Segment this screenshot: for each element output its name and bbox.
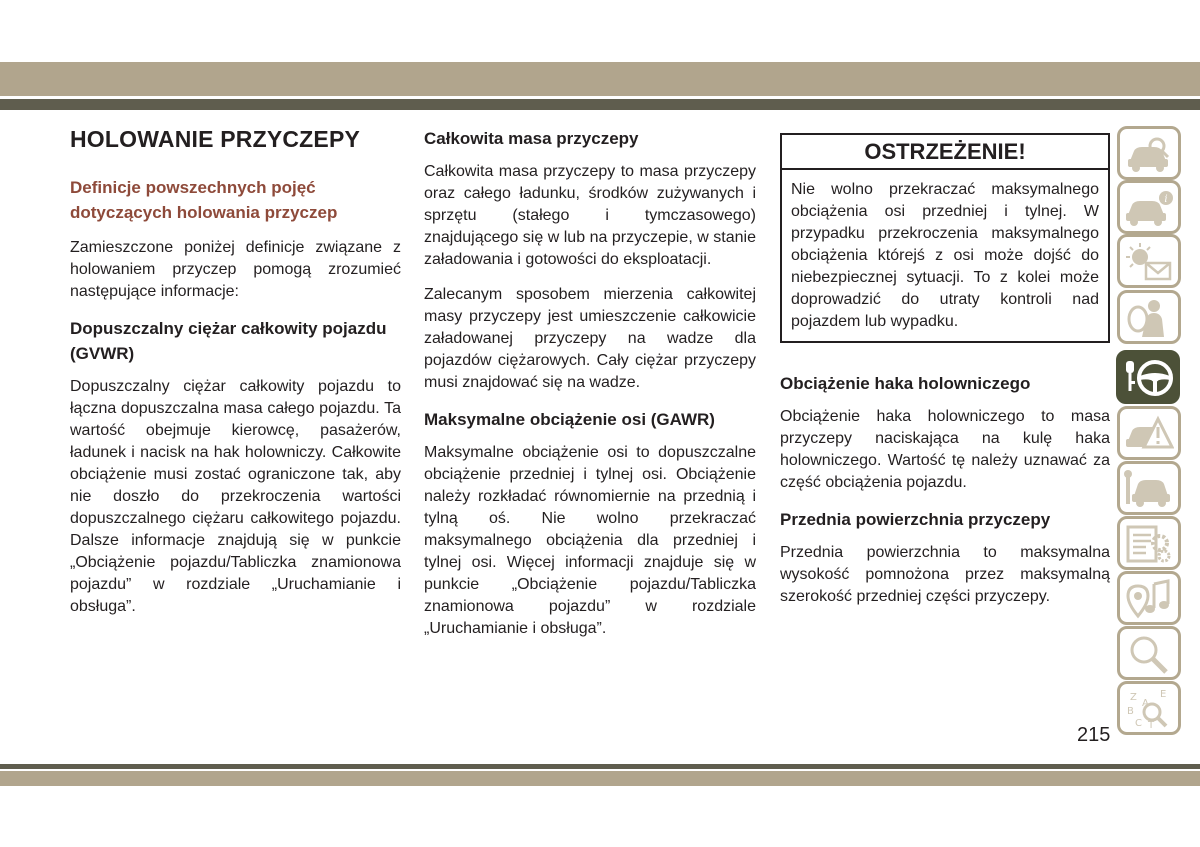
airbag-person-icon xyxy=(1124,297,1174,339)
column-1 xyxy=(70,126,401,631)
index-letter: E xyxy=(1160,689,1167,700)
gawr-heading: Maksymalne obciążenie osi (GAWR) xyxy=(424,410,715,429)
warning-title: OSTRZEŻENIE! xyxy=(782,135,1108,170)
top-decorative-line xyxy=(0,99,1200,110)
top-decorative-band xyxy=(0,62,1200,96)
index-letter: C xyxy=(1135,718,1142,729)
tab-emergency[interactable] xyxy=(1117,406,1181,460)
key-steering-wheel-icon xyxy=(1123,357,1175,399)
trailer-mass-paragraph-2: Zalecanym sposobem mierzenia całkowitej masy przyczepy jest umieszczenie całkowicie załadowanej przyczepy na wadze dla pojazdów ciężarowych. Cały ciężar przyczepy musi znajdować się na wadze. xyxy=(424,286,756,391)
intro-paragraph: Zamieszczone poniżej definicje związane z holowaniem przyczep pomogą zrozumieć następujące informacje: xyxy=(70,239,401,300)
tab-multimedia[interactable] xyxy=(1117,571,1181,625)
bottom-decorative-band xyxy=(0,771,1200,786)
navigation-music-icon xyxy=(1124,578,1174,620)
warning-text: Nie wolno przekraczać maksymalnego obciążenia osi przedniej i tylnej. W przypadku przekroczenia maksymalnego obciążenia którejś z osi może dojść do niebezpiecznej sytuacji. To z kolei może doprowadzić do utraty kontroli nad pojazdem lub wypadku. xyxy=(791,181,1099,330)
page-number: 215 xyxy=(1077,724,1111,746)
gvwr-paragraph: Dopuszczalny ciężar całkowity pojazdu to łączna dopuszczalna masa całego pojazdu. Ta wartość obejmuje kierowcę, pasażerów, ładunek i nacisk na hak holowniczy. Całkowite obciążenie musi zostać ograniczone tak, aby nie doszło do przekroczenia wartości dopuszczalnego ciężaru całkowitego pojazdu. Dalsze informacje znajdują się w punkcie „Obciążenie pojazdu/Tabliczka znamionowa pojazdu” w rozdziale „Uruchamianie i obsługa”. xyxy=(70,378,401,615)
tab-index[interactable] xyxy=(1117,681,1181,735)
warning-light-mail-icon xyxy=(1124,241,1174,283)
trailer-mass-heading: Całkowita masa przyczepy xyxy=(424,129,639,148)
index-letter: A xyxy=(1142,698,1149,709)
index-letter: T xyxy=(1148,720,1155,730)
tab-starting-operating[interactable] xyxy=(1116,350,1180,404)
svg-text:i: i xyxy=(1164,194,1168,205)
car-info-icon xyxy=(1124,187,1174,229)
search-icon xyxy=(1124,633,1174,675)
column-2 xyxy=(424,126,756,653)
trailer-mass-paragraph-1: Całkowita masa przyczepy to masa przyczepy oraz całego ładunku, środków zużywanych i sprzętu (stałego i tymczasowego) znajdującego się w lub na przyczepie, w stanie załadowania i gotowości do eksploatacji. xyxy=(424,163,756,268)
tab-airbag[interactable] xyxy=(1117,290,1181,344)
gvwr-heading: Dopuszczalny ciężar całkowity pojazdu (GVWR) xyxy=(70,319,387,363)
tab-car-info[interactable] xyxy=(1117,180,1181,234)
hitch-weight-heading: Obciążenie haka holowniczego xyxy=(780,374,1031,393)
car-warning-triangle-icon xyxy=(1124,413,1174,455)
bottom-decorative-line xyxy=(0,764,1200,769)
gawr-paragraph: Maksymalne obciążenie osi to dopuszczalne obciążenie przedniej i tylnej osi. Obciążenie należy rozkładać równomiernie na przednią i tylną oś. Nie wolno przekraczać maksymalnego obciążenia dla przedniej i tylnej osi. Więcej informacji znajduje się w punkcie „Obciążenie pojazdu/Tabliczka znamionowa pojazdu” w rozdziale „Uruchamianie i obsługa”. xyxy=(424,444,756,637)
page-title: HOLOWANIE PRZYCZEPY xyxy=(70,126,361,152)
hitch-weight-paragraph: Obciążenie haka holowniczego to masa przyczepy naciskająca na kulę haka holowniczego. Wartość tę należy uznawać za część obciążenia pojazdu. xyxy=(780,408,1110,491)
tab-search[interactable] xyxy=(1117,626,1181,680)
index-letter: Z xyxy=(1130,692,1137,703)
tab-specifications[interactable] xyxy=(1117,516,1181,570)
frontal-area-heading: Przednia powierzchnia przyczepy xyxy=(780,510,1051,529)
index-letter: B xyxy=(1127,706,1134,717)
car-service-icon xyxy=(1124,468,1174,510)
tab-service[interactable] xyxy=(1117,461,1181,515)
tab-car-magnifier[interactable] xyxy=(1117,126,1181,180)
alphabet-index-icon xyxy=(1124,688,1174,730)
column-3 xyxy=(780,133,1110,621)
list-gears-icon xyxy=(1124,523,1174,565)
warning-box xyxy=(780,133,1110,343)
car-magnifier-icon xyxy=(1124,133,1174,175)
frontal-area-paragraph: Przednia powierzchnia to maksymalna wysokość pomnożona przez maksymalną szerokość przedniej części przyczepy. xyxy=(780,544,1110,605)
tab-warning-lights[interactable] xyxy=(1117,234,1181,288)
section-subtitle: Definicje powszechnych pojęć dotyczących holowania przyczep xyxy=(70,178,338,222)
